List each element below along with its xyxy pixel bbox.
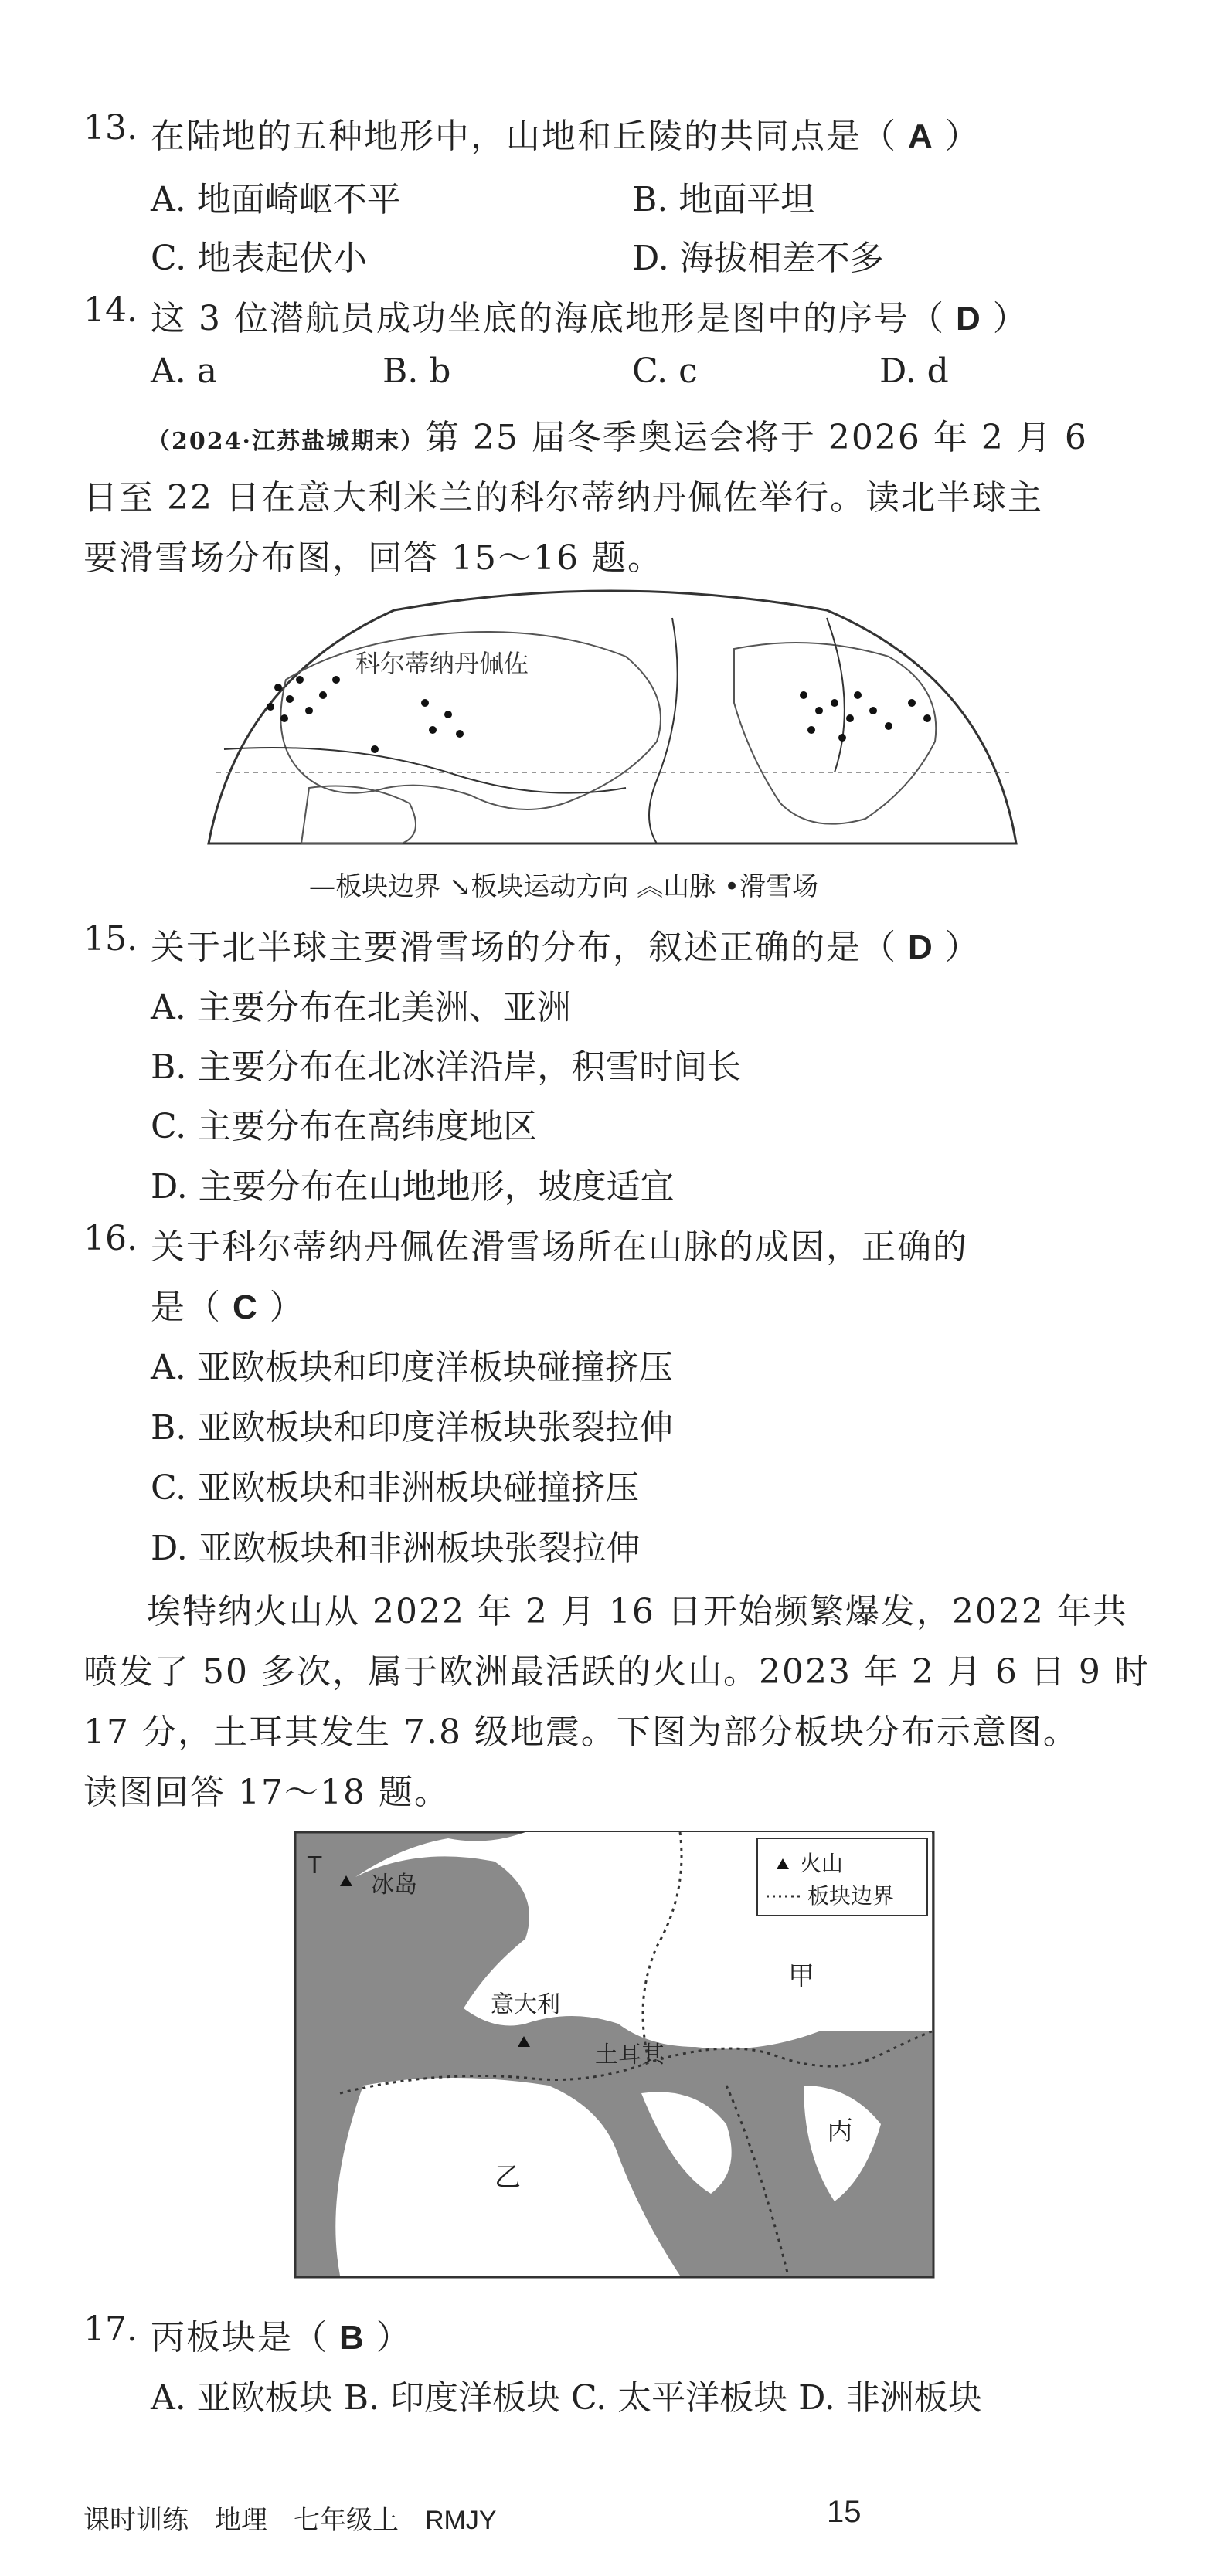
- q13-option-d: D. 海拔相差不多: [632, 239, 884, 278]
- map2-legend-volcano: 火山: [800, 1851, 844, 1876]
- intro2-line3: 17 分，土耳其发生 7.8 级地震。下图为部分板块分布示意图。: [83, 1712, 1079, 1752]
- map1-label-cortina: 科尔蒂纳丹佩佐: [355, 649, 529, 678]
- q15-answer: D: [908, 928, 934, 966]
- q13-number: 13.: [83, 108, 138, 148]
- map2-label-yi: 乙: [495, 2162, 521, 2193]
- q15-option-a: A. 主要分布在北美洲、亚洲: [151, 988, 571, 1027]
- q15-option-c: C. 主要分布在高纬度地区: [151, 1107, 538, 1146]
- intro1-line1-text: 第 25 届冬季奥运会将于 2026 年 2 月 6: [424, 418, 1088, 457]
- q13-option-b: B. 地面平坦: [632, 180, 815, 219]
- legend-mountain: 山脉: [663, 871, 716, 902]
- map2-legend-boundary: 板块边界: [808, 1883, 895, 1909]
- q14-stem: [151, 290, 1028, 340]
- legend-arrow-icon: ↘: [448, 871, 471, 902]
- q17-options: A. 亚欧板块 B. 印度洋板块 C. 太平洋板块 D. 非洲板块: [151, 2378, 982, 2418]
- q17-stem-text: 丙板块是（: [151, 2318, 328, 2357]
- legend-boundary-line: —: [309, 871, 335, 902]
- q16-close: ）: [269, 1288, 305, 1327]
- intro2-line2: 喷发了 50 多次，属于欧洲最活跃的火山。2023 年 2 月 6 日 9 时: [83, 1652, 1150, 1692]
- ski-resort-map: [193, 587, 1028, 850]
- intro1-source: （2024·江苏盐城期末）: [147, 428, 425, 455]
- legend-plate-motion: 板块运动方向: [471, 871, 629, 902]
- legend-mountain-icon: ︽: [637, 871, 664, 902]
- q16-option-a: A. 亚欧板块和印度洋板块碰撞挤压: [151, 1348, 673, 1387]
- q16-stem-line1: 关于科尔蒂纳丹佩佐滑雪场所在山脉的成因，正确的: [151, 1227, 968, 1267]
- q14-answer: D: [955, 300, 982, 338]
- q15-number: 15.: [83, 919, 138, 959]
- q16-stem-line2: [151, 1279, 305, 1329]
- q14-option-b: B. b: [382, 351, 451, 391]
- q15-close: ）: [944, 928, 981, 967]
- legend-plate-boundary: 板块边界: [335, 871, 440, 902]
- q13-close: ）: [944, 117, 981, 156]
- map2-label-jia: 甲: [788, 1961, 814, 1992]
- q15-option-b: B. 主要分布在北冰洋沿岸，积雪时间长: [151, 1047, 742, 1087]
- q13-option-c: C. 地表起伏小: [151, 239, 368, 278]
- q13-stem-text: 在陆地的五种地形中，山地和丘陵的共同点是（: [151, 117, 897, 156]
- q14-stem-text: 这 3 位潜航员成功坐底的海底地形是图中的序号（: [151, 299, 945, 338]
- map2-label-turkey: 土耳其: [595, 2041, 665, 2069]
- q16-option-d: D. 亚欧板块和非洲板块张裂拉伸: [151, 1529, 641, 1568]
- q15-stem: [151, 919, 981, 969]
- map1-legend: [309, 865, 818, 903]
- q16-option-c: C. 亚欧板块和非洲板块碰撞挤压: [151, 1468, 640, 1508]
- q14-number: 14.: [83, 290, 138, 330]
- plate-distribution-map: [294, 1831, 935, 2279]
- map2-label-bing: 丙: [827, 2116, 853, 2147]
- map2-label-italy: 意大利: [491, 1991, 560, 2018]
- q16-answer: C: [233, 1288, 259, 1326]
- intro1-line1: [147, 409, 1088, 459]
- intro2-line4: 读图回答 17～18 题。: [83, 1773, 450, 1812]
- legend-ski-resort: 滑雪场: [740, 871, 818, 902]
- q14-option-d: D. d: [879, 351, 949, 391]
- q16-option-b: B. 亚欧板块和印度洋板块张裂拉伸: [151, 1408, 674, 1448]
- q16-stem2-text: 是（: [151, 1288, 222, 1327]
- q17-close: ）: [376, 2318, 412, 2357]
- intro1-line2: 日至 22 日在意大利米兰的科尔蒂纳丹佩佐举行。读北半球主: [83, 478, 1043, 518]
- q17-number: 17.: [83, 2310, 138, 2349]
- q15-stem-text: 关于北半球主要滑雪场的分布，叙述正确的是（: [151, 928, 897, 967]
- map2-label-iceland: 冰岛: [371, 1872, 417, 1899]
- q13-stem: [151, 108, 981, 158]
- q17-answer: B: [339, 2319, 366, 2357]
- q17-stem: [151, 2310, 412, 2359]
- q14-close: ）: [992, 299, 1028, 338]
- q16-number: 16.: [83, 1219, 138, 1258]
- intro2-line1: 埃特纳火山从 2022 年 2 月 16 日开始频繁爆发，2022 年共: [147, 1592, 1128, 1631]
- page-number: 15: [827, 2495, 862, 2529]
- map1-frame: [209, 591, 1016, 843]
- footer-text: 课时训练 地理 七年级上 RMJY: [83, 2506, 497, 2535]
- q15-option-d: D. 主要分布在山地地形，坡度适宜: [151, 1167, 675, 1207]
- intro1-line3: 要滑雪场分布图，回答 15～16 题。: [83, 538, 663, 578]
- q14-option-a: A. a: [151, 351, 217, 391]
- q13-option-a: A. 地面崎岖不平: [151, 180, 401, 219]
- q14-option-c: C. c: [632, 351, 698, 391]
- q13-answer: A: [908, 117, 934, 155]
- legend-dot-icon: •: [723, 871, 740, 902]
- map2-label-t: T: [308, 1852, 322, 1879]
